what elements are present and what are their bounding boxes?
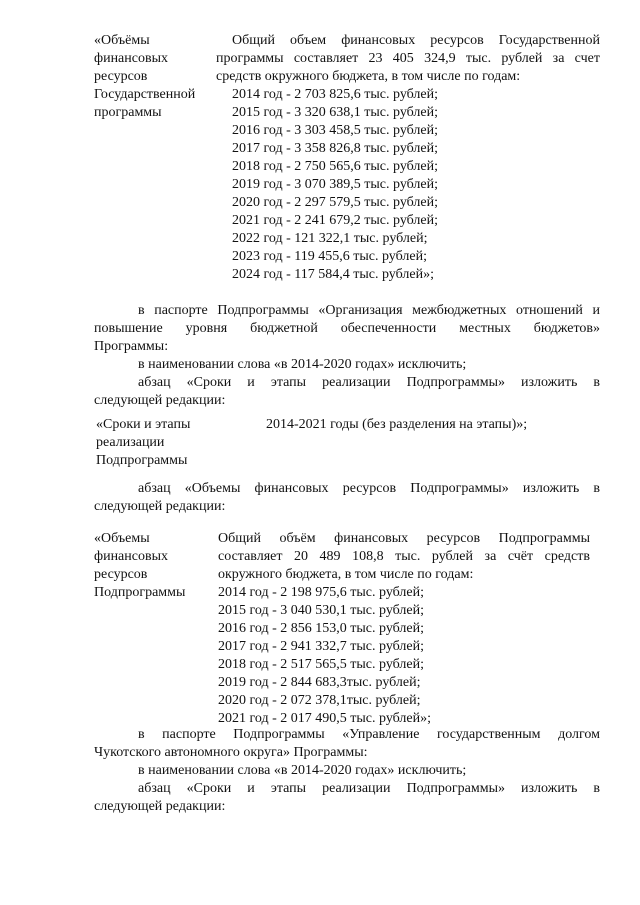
paragraph-line: в наименовании слова «в 2014-2020 годах» исключить; (138, 357, 467, 372)
year-line: 2018 год - 2 750 565,6 тыс. рублей; (232, 159, 439, 174)
paragraph-line: следующей редакции: (94, 499, 226, 514)
year-line: 2021 год - 2 017 490,5 тыс. рублей»; (218, 711, 432, 726)
label-line: Государственной (94, 87, 196, 102)
year-line: 2023 год - 119 455,6 тыс. рублей; (232, 249, 427, 264)
intro-line: средств окружного бюджета, в том числе по годам: (216, 69, 521, 84)
program-financing-label (94, 32, 214, 122)
year-line: 2022 год - 121 322,1 тыс. рублей; (232, 231, 428, 246)
paragraph-line: Чукотского автономного округа» Программы: (94, 745, 368, 760)
year-line: 2015 год - 3 040 530,1 тыс. рублей; (218, 603, 425, 618)
year-line: 2024 год - 117 584,4 тыс. рублей»; (232, 267, 434, 282)
paragraph-line: повышение уровня бюджетной обеспеченности местных бюджетов» (94, 321, 600, 336)
terms-value-text: 2014-2021 годы (без разделения на этапы)»; (266, 417, 528, 432)
paragraph-name-change-2 (138, 762, 600, 780)
label-line: финансовых (94, 51, 168, 66)
subprogram-financing-label (94, 530, 214, 602)
year-line: 2018 год - 2 517 565,5 тыс. рублей; (218, 657, 425, 672)
paragraph-line: следующей редакции: (94, 799, 226, 814)
label-line: ресурсов (94, 69, 148, 84)
year-list (216, 86, 600, 284)
paragraph-line: в наименовании слова «в 2014-2020 годах» исключить; (138, 763, 467, 778)
paragraph-line: следующей редакции: (94, 393, 226, 408)
intro-line: Общий объем финансовых ресурсов Государственной (232, 33, 600, 48)
program-financing-text (216, 32, 600, 284)
paragraph-line: абзац «Объемы финансовых ресурсов Подпрограммы» изложить в (138, 481, 600, 496)
paragraph-line: Программы: (94, 339, 169, 354)
label-line: программы (94, 105, 162, 120)
year-line: 2019 год - 3 070 389,5 тыс. рублей; (232, 177, 439, 192)
subprogram-financing-text (218, 530, 590, 728)
paragraph-name-change (138, 356, 600, 374)
year-line: 2016 год - 2 856 153,0 тыс. рублей; (218, 621, 425, 636)
terms-value (266, 416, 600, 434)
year-line: 2020 год - 2 297 579,5 тыс. рублей; (232, 195, 439, 210)
paragraph-volumes-edit (94, 480, 600, 516)
paragraph-line: в паспорте Подпрограммы «Управление государственным долгом (138, 727, 600, 742)
label-line: «Сроки и этапы (96, 417, 191, 432)
label-line: финансовых (94, 549, 168, 564)
paragraph-line: абзац «Сроки и этапы реализации Подпрограммы» изложить в (138, 375, 600, 390)
intro-line: программы составляет 23 405 324,9 тыс. рублей за счет (216, 51, 600, 66)
year-line: 2019 год - 2 844 683,3тыс. рублей; (218, 675, 421, 690)
year-line: 2014 год - 2 703 825,6 тыс. рублей; (232, 87, 439, 102)
year-line: 2016 год - 3 303 458,5 тыс. рублей; (232, 123, 439, 138)
paragraph-terms-edit (94, 374, 600, 410)
paragraph-line: в паспорте Подпрограммы «Организация межбюджетных отношений и (138, 303, 600, 318)
intro-line: Общий объём финансовых ресурсов Подпрограммы (218, 531, 590, 546)
paragraph-passport-debt (94, 726, 600, 762)
year-line: 2021 год - 2 241 679,2 тыс. рублей; (232, 213, 439, 228)
label-line: Подпрограммы (94, 585, 186, 600)
terms-label (96, 416, 246, 470)
year-line: 2014 год - 2 198 975,6 тыс. рублей; (218, 585, 425, 600)
label-line: «Объемы (94, 531, 150, 546)
label-line: реализации (96, 435, 165, 450)
label-line: Подпрограммы (96, 453, 188, 468)
paragraph-terms-edit-2 (94, 780, 600, 816)
year-line: 2017 год - 2 941 332,7 тыс. рублей; (218, 639, 425, 654)
label-line: «Объёмы (94, 33, 150, 48)
paragraph-line: абзац «Сроки и этапы реализации Подпрограммы» изложить в (138, 781, 600, 796)
label-line: ресурсов (94, 567, 148, 582)
paragraph-passport-interbudget (94, 302, 600, 356)
year-line: 2017 год - 3 358 826,8 тыс. рублей; (232, 141, 439, 156)
year-line: 2020 год - 2 072 378,1тыс. рублей; (218, 693, 421, 708)
year-line: 2015 год - 3 320 638,1 тыс. рублей; (232, 105, 439, 120)
intro-line: составляет 20 489 108,8 тыс. рублей за счёт средств (218, 549, 590, 564)
intro-line: окружного бюджета, в том числе по годам: (218, 567, 474, 582)
